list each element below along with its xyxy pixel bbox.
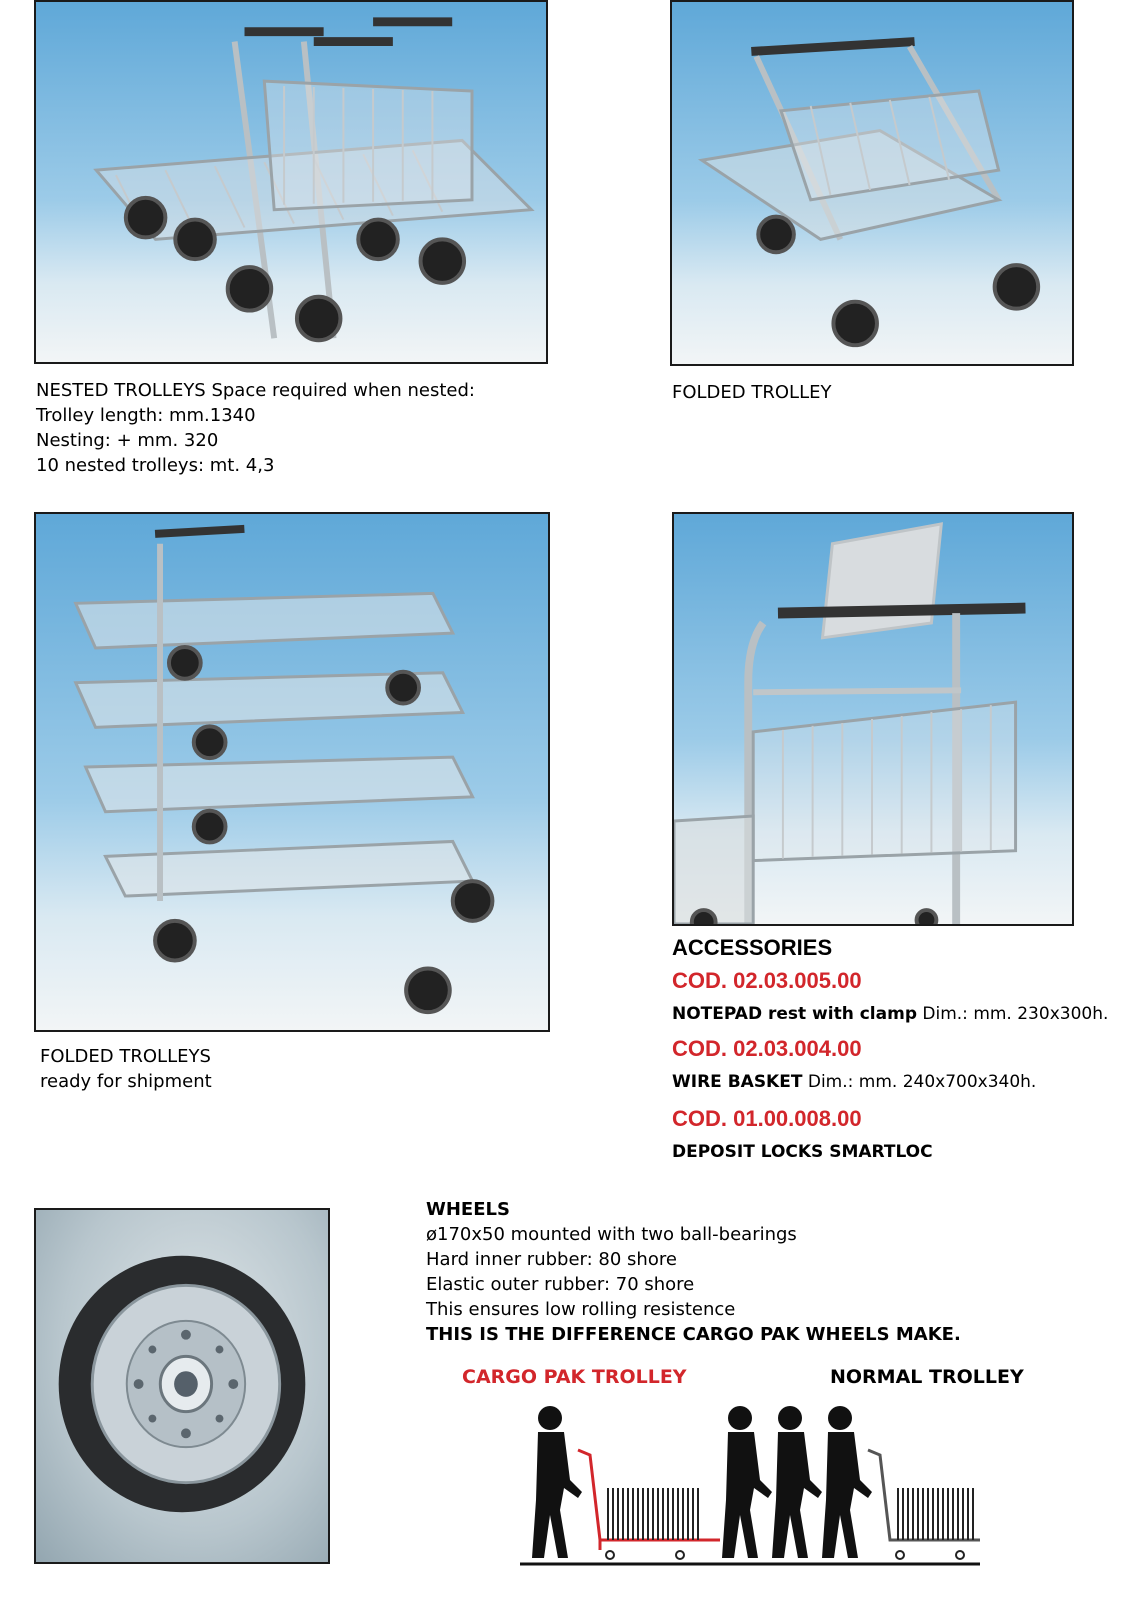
folded-trolley-caption [672,380,831,405]
accessory-dimensions: Dim.: mm. 230x300h. [917,1004,1109,1024]
folded-trolley-photo [670,0,1074,366]
nested-trolley-illustration [96,22,531,338]
folded-trolleys-caption [40,1044,212,1094]
accessory-name: NOTEPAD rest with clamp [672,1004,917,1024]
wheels-tagline: THIS IS THE DIFFERENCE CARGO PAK WHEELS MAKE. [426,1324,961,1345]
person-silhouette [822,1406,872,1558]
cargo-pak-trolley-label: CARGO PAK TROLLEY [462,1366,687,1388]
caption-line: FOLDED TROLLEY [672,382,832,403]
folded-trolleys-stack-photo [34,512,550,1032]
accessory-description [672,1072,1036,1092]
person-silhouette [722,1406,772,1558]
accessory-code: COD. 02.03.005.00 [672,968,862,993]
wheel-illustration [36,1210,328,1562]
comparison-illustration [520,1400,1020,1570]
wheel-photo [34,1208,330,1564]
caption-line: 10 nested trolleys: mt. 4,3 [36,455,275,476]
caption-line: FOLDED TROLLEYS [40,1046,211,1067]
accessory-description [672,1142,933,1162]
nested-trolleys-caption [36,378,475,478]
accessories-trolley-photo [672,512,1074,926]
caption-line: Trolley length: mm.1340 [36,405,256,426]
accessory-description [672,1004,1108,1024]
accessory-code: COD. 02.03.004.00 [672,1036,862,1061]
accessory-name: WIRE BASKET [672,1072,803,1092]
wheels-line: Hard inner rubber: 80 shore [426,1249,677,1270]
accessory-dimensions: Dim.: mm. 240x700x340h. [802,1072,1037,1092]
wheels-specs [426,1197,961,1347]
person-silhouette [532,1406,582,1558]
accessories-illustration [674,524,1025,924]
wheels-line: Elastic outer rubber: 70 shore [426,1274,695,1295]
caption-line: NESTED TROLLEYS Space required when nested: [36,380,475,401]
folded-trolley-illustration [702,42,999,240]
accessory-code: COD. 01.00.008.00 [672,1106,862,1131]
accessory-name: DEPOSIT LOCKS SMARTLOC [672,1142,933,1162]
person-silhouette [772,1406,822,1558]
wheels-line: ø170x50 mounted with two ball-bearings [426,1224,797,1245]
accessories-heading: ACCESSORIES [672,935,833,960]
normal-trolley-label: NORMAL TROLLEY [830,1366,1024,1388]
caption-line: Nesting: + mm. 320 [36,430,219,451]
stacked-trolleys-illustration [76,529,473,901]
wheels-title: WHEELS [426,1199,510,1220]
caption-line: ready for shipment [40,1071,212,1092]
wheels-line: This ensures low rolling resistence [426,1299,736,1320]
nested-trolleys-photo [34,0,548,364]
